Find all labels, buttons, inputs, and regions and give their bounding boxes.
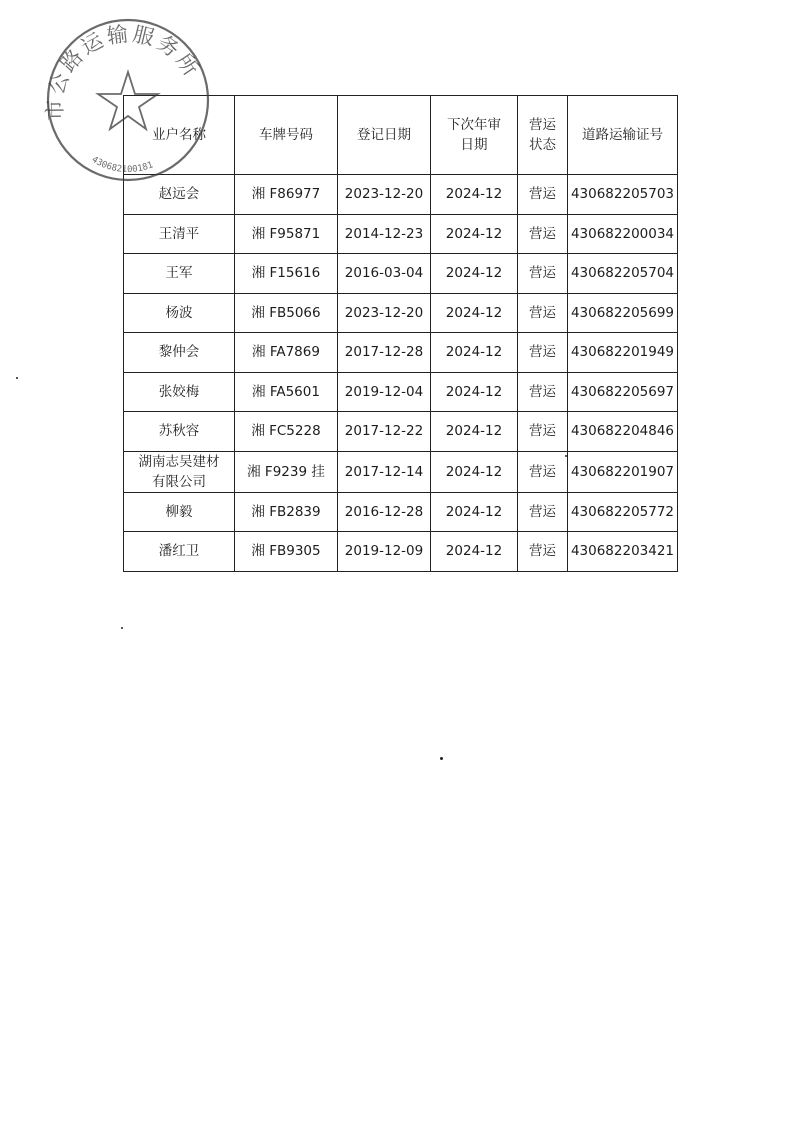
table-row	[124, 293, 678, 333]
vehicle-registry-table	[123, 95, 678, 572]
cell-next-review: 2024-12	[431, 412, 518, 452]
svg-text:430682100181: 430682100181	[89, 154, 155, 176]
cell-status: 营运	[518, 492, 568, 532]
cell-permit: 430682203421	[568, 532, 678, 572]
header-status: 营运 状态	[518, 96, 568, 175]
cell-permit: 430682205697	[568, 372, 678, 412]
cell-reg-date: 2017-12-14	[338, 451, 431, 492]
cell-next-review: 2024-12	[431, 333, 518, 373]
cell-plate: 湘 FB2839	[235, 492, 338, 532]
cell-reg-date: 2016-12-28	[338, 492, 431, 532]
cell-next-review: 2024-12	[431, 254, 518, 294]
cell-permit: 430682201907	[568, 451, 678, 492]
cell-status: 营运	[518, 254, 568, 294]
cell-next-review: 2024-12	[431, 293, 518, 333]
header-name: 业户名称	[124, 96, 235, 175]
cell-status: 营运	[518, 451, 568, 492]
svg-text:市公路运输服务所: 市公路运输服务所	[42, 21, 205, 121]
header-permit: 道路运输证号	[568, 96, 678, 175]
cell-status: 营运	[518, 214, 568, 254]
table-row	[124, 492, 678, 532]
table-row	[124, 214, 678, 254]
cell-permit: 430682205703	[568, 175, 678, 215]
cell-next-review: 2024-12	[431, 451, 518, 492]
cell-plate: 湘 F95871	[235, 214, 338, 254]
cell-plate: 湘 FB9305	[235, 532, 338, 572]
table-row	[124, 451, 678, 492]
table-header-row	[124, 96, 678, 175]
cell-name: 王清平	[124, 214, 235, 254]
cell-reg-date: 2016-03-04	[338, 254, 431, 294]
cell-plate: 湘 FC5228	[235, 412, 338, 452]
cell-reg-date: 2023-12-20	[338, 175, 431, 215]
table-row	[124, 372, 678, 412]
cell-next-review: 2024-12	[431, 532, 518, 572]
cell-plate: 湘 F15616	[235, 254, 338, 294]
cell-status: 营运	[518, 532, 568, 572]
cell-reg-date: 2023-12-20	[338, 293, 431, 333]
cell-permit: 430682201949	[568, 333, 678, 373]
cell-permit: 430682205699	[568, 293, 678, 333]
cell-name: 王军	[124, 254, 235, 294]
scan-speck	[565, 455, 567, 457]
header-next-review: 下次年审 日期	[431, 96, 518, 175]
table-row	[124, 333, 678, 373]
scan-speck	[121, 627, 123, 629]
cell-name: 潘红卫	[124, 532, 235, 572]
cell-name: 赵远会	[124, 175, 235, 215]
cell-reg-date: 2017-12-28	[338, 333, 431, 373]
cell-next-review: 2024-12	[431, 214, 518, 254]
cell-status: 营运	[518, 333, 568, 373]
scan-speck	[16, 377, 18, 379]
cell-permit: 430682205772	[568, 492, 678, 532]
cell-plate: 湘 FB5066	[235, 293, 338, 333]
cell-name: 湖南志吴建材 有限公司	[124, 451, 235, 492]
cell-plate: 湘 F9239 挂	[235, 451, 338, 492]
cell-name: 杨波	[124, 293, 235, 333]
cell-name: 柳毅	[124, 492, 235, 532]
cell-permit: 430682200034	[568, 214, 678, 254]
cell-permit: 430682205704	[568, 254, 678, 294]
cell-plate: 湘 F86977	[235, 175, 338, 215]
cell-next-review: 2024-12	[431, 175, 518, 215]
header-reg-date: 登记日期	[338, 96, 431, 175]
cell-next-review: 2024-12	[431, 492, 518, 532]
cell-status: 营运	[518, 412, 568, 452]
cell-reg-date: 2017-12-22	[338, 412, 431, 452]
table-row	[124, 532, 678, 572]
cell-name: 黎仲会	[124, 333, 235, 373]
table-row	[124, 254, 678, 294]
cell-reg-date: 2014-12-23	[338, 214, 431, 254]
cell-name: 苏秋容	[124, 412, 235, 452]
cell-name: 张姣梅	[124, 372, 235, 412]
cell-reg-date: 2019-12-09	[338, 532, 431, 572]
table-row	[124, 412, 678, 452]
cell-reg-date: 2019-12-04	[338, 372, 431, 412]
cell-status: 营运	[518, 175, 568, 215]
cell-plate: 湘 FA5601	[235, 372, 338, 412]
scan-speck	[440, 757, 443, 760]
cell-next-review: 2024-12	[431, 372, 518, 412]
cell-permit: 430682204846	[568, 412, 678, 452]
cell-status: 营运	[518, 293, 568, 333]
cell-plate: 湘 FA7869	[235, 333, 338, 373]
table-row	[124, 175, 678, 215]
cell-status: 营运	[518, 372, 568, 412]
header-plate: 车牌号码	[235, 96, 338, 175]
